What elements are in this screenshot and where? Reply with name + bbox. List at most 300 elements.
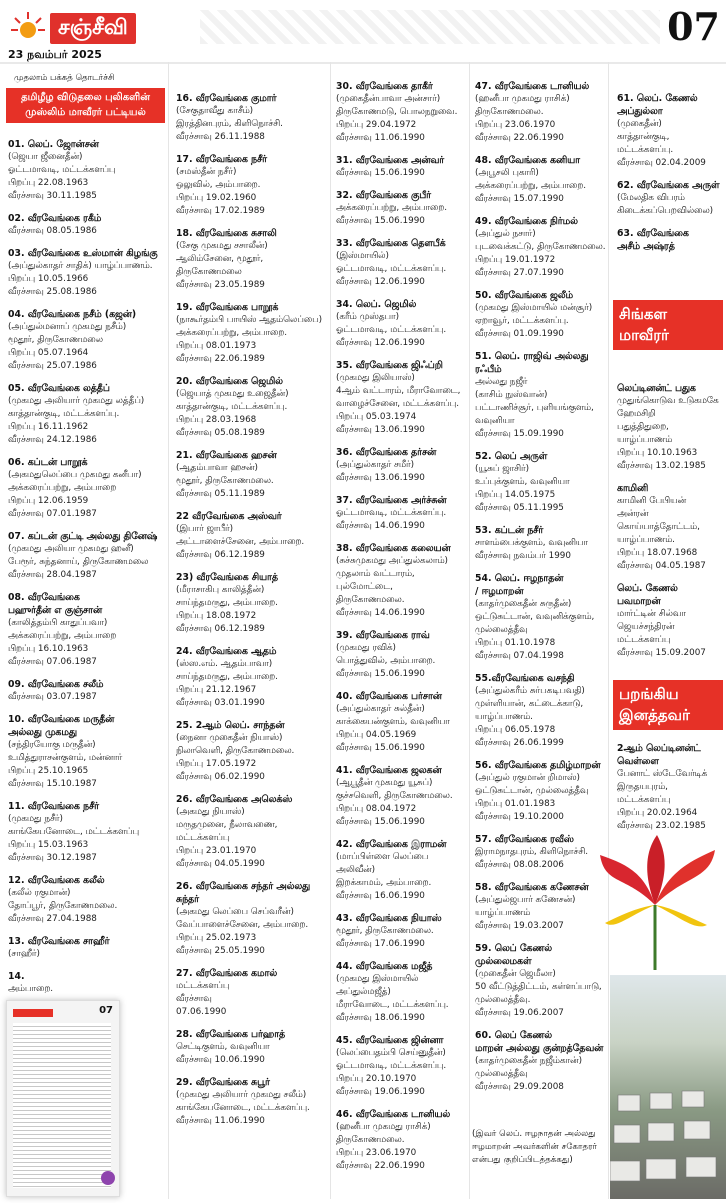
hero-detail: (அப்துல் நசார்) xyxy=(475,229,536,239)
flame-lily-illustration xyxy=(585,835,725,975)
hero-detail: ஒலுவில், அம்பாறை. xyxy=(176,180,261,190)
column-2 xyxy=(176,92,328,1137)
hero-detail: காங்கேயனோடை, மட்டக்களப்பு xyxy=(8,827,139,837)
hero-detail: (முகைதீன்) xyxy=(617,119,662,129)
hero-name: 14. xyxy=(8,971,25,982)
hero-detail: (அபூசலி புகாரி) xyxy=(475,168,539,178)
sinhala-heroes-banner xyxy=(613,300,723,350)
hero-entry xyxy=(176,645,328,710)
hero-detail: வீரச்சாவு 23.02.1985 xyxy=(617,821,706,831)
hero-detail: (அகமது நியாஸ்) xyxy=(176,807,245,817)
hero-detail: வீரச்சாவு 15.06.1990 xyxy=(336,216,425,226)
hero-name: 58. வீரவேங்கை கணேசன் xyxy=(475,882,589,893)
hero-detail: முல்லைத்தீவு xyxy=(475,625,528,635)
hero-detail: வீரச்சாவு 19.03.2007 xyxy=(475,921,564,931)
hero-detail: வீரச்சாவு 06.12.1989 xyxy=(176,550,265,560)
hero-detail: வீரச்சாவு 02.04.2009 xyxy=(617,158,706,168)
hero-detail: வீரச்சாவு 05.08.1989 xyxy=(176,428,265,438)
hero-detail: (ஸ்ஸ.எம். ஆதம்பாவா) xyxy=(176,659,273,669)
hero-name: 56. வீரவேங்கை தமிழ்மாறன் xyxy=(475,760,601,771)
hero-name: 29. வீரவேங்கை சுபூர் xyxy=(176,1077,270,1088)
hero-detail: வீரச்சாவு xyxy=(176,994,212,1004)
hero-detail: (மாப்பிள்ளை லெப்பை அலிவீன்) xyxy=(336,852,429,875)
hero-entry xyxy=(475,350,607,441)
hero-detail: (காதர்முகைதீன் சுருதீன்) xyxy=(475,599,572,609)
hero-detail: (கலீல் ரகுமான்) xyxy=(8,888,71,898)
hero-detail: வீரச்சாவு 14.06.1990 xyxy=(336,608,425,618)
hero-entry xyxy=(8,935,166,961)
hero-detail: வீரச்சாவு 25.08.1986 xyxy=(8,287,97,297)
hero-detail: (லெப்பைதம்பி செய்னுதீன்) xyxy=(336,1048,446,1058)
hero-detail: 50 வீட்டுத்திட்டம், கள்ளப்பாடு, xyxy=(475,982,602,992)
hero-detail: பிறப்பு 28.03.1968 xyxy=(176,415,257,425)
hero-entry xyxy=(176,793,328,871)
hero-name: 57. வீரவேங்கை ரவீஸ் xyxy=(475,834,574,845)
hero-name: 51. லெப். ராஜிவ் அல்லது ரஃபீம் xyxy=(475,351,589,375)
hero-detail: கிடைக்கப்பெறவில்லை) xyxy=(617,206,714,216)
hero-detail: (முகமது இலியாஸ்) xyxy=(336,373,415,383)
hero-entry xyxy=(336,446,468,485)
hero-name: 36. வீரவேங்கை தர்சன் xyxy=(336,447,437,458)
hero-detail: (காலித்தம்பி காதுப்பவா) xyxy=(8,618,108,628)
hero-detail: சாய்ந்தமருது, அம்பாறை. xyxy=(176,672,278,682)
hero-name: 22 வீரவேங்கை அஸ்வர் xyxy=(176,511,282,522)
hero-detail: இறக்காமம், அம்பாறை. xyxy=(336,878,432,888)
sinhala-banner-line-1: சிங்கள xyxy=(619,305,668,323)
hero-name: 44. வீரவேங்கை மஜீத் xyxy=(336,961,433,972)
hero-name: 08. வீரவேங்கை xyxy=(8,592,80,603)
hero-detail: வீரச்சாவு 07.01.1987 xyxy=(8,509,97,519)
hero-detail: வீரச்சாவு 22.06.1990 xyxy=(475,133,564,143)
hero-detail: வீரச்சாவு 22.06.1989 xyxy=(176,354,265,364)
thumbnail-page-number: 07 xyxy=(99,1005,113,1016)
hero-detail: பேரூர், சுந்தனாய், திருகோணமலை xyxy=(8,557,149,567)
hero-detail: பிறப்பு 20.02.1964 xyxy=(617,808,698,818)
hero-detail: முல்லைத்தீவு. xyxy=(475,995,531,1005)
hero-detail: பிறப்பு 14.05.1975 xyxy=(475,490,556,500)
hero-name: 30. வீரவேங்கை தாகீர் xyxy=(336,81,433,92)
hero-detail: பிறப்பு 10.05.1966 xyxy=(8,274,89,284)
hero-detail: திருகோணமலை. xyxy=(475,107,544,117)
burgher-list xyxy=(617,742,723,842)
hero-detail: வாழைச்சேனை, மட்டக்களப்பு. xyxy=(336,399,460,409)
hero-entry xyxy=(8,308,166,373)
hero-detail: முல்லைத்தீவு xyxy=(475,1069,528,1079)
hero-entry xyxy=(8,800,166,865)
hero-detail: வீரச்சாவு 11.06.1990 xyxy=(336,133,425,143)
hero-name: 40. வீரவேங்கை பர்சான் xyxy=(336,691,442,702)
hero-detail: (முகமது அலியார் முகமது லத்தீப்) xyxy=(8,396,145,406)
hero-name: 04. வீரவேங்கை நசீம் (கஜன்) xyxy=(8,309,137,320)
hero-entry xyxy=(336,298,468,350)
hero-entry xyxy=(176,92,328,144)
hero-detail: வீரச்சாவு 04.05.1987 xyxy=(617,561,706,571)
hero-detail: (இபார் ஜாபீர்) xyxy=(176,524,234,534)
hero-detail: (அப்துல்கரீம் சுர்பகடிபவதி) xyxy=(475,686,585,696)
thumbnail-text-lines xyxy=(13,1023,111,1188)
hero-detail: திருகோணமலை. xyxy=(336,595,405,605)
hero-detail: பிறப்பு 19.02.1960 xyxy=(176,193,257,203)
hero-detail: ஒட்டுசுட்டான், முல்லைத்தீவு xyxy=(475,786,589,796)
hero-detail: (ஹனீபா முகமது ராசிக்) xyxy=(336,1122,431,1132)
hero-detail: ஒட்டுசுட்டான், வவுனிக்குளம், xyxy=(475,612,595,622)
hero-detail: வீரச்சாவு 11.06.1990 xyxy=(176,1116,265,1126)
hero-detail: வீரச்சாவு 03.01.1990 xyxy=(176,698,265,708)
hero-entry xyxy=(336,154,468,180)
hero-detail: (முகமது நசீர்) xyxy=(8,814,63,824)
hero-detail: (முகமது அலியார் முகமது சலீம்) xyxy=(176,1090,307,1100)
hero-detail: வீரச்சாவு 15.10.1987 xyxy=(8,779,97,789)
hero-detail: (அப்துல்காதர் சமீர்) xyxy=(336,460,415,470)
hero-detail: சாளம்பைக்குளம், வவுனியா xyxy=(475,538,588,548)
hero-detail: மூதூர், திருகோணமலை. xyxy=(336,926,434,936)
hero-detail: வீரச்சாவு 25.07.1986 xyxy=(8,361,97,371)
hero-detail: வீரச்சாவு 15.06.1990 xyxy=(336,743,425,753)
hero-detail: நிலாவெளி, திருகோணமலை. xyxy=(176,746,295,756)
hero-name: 42. வீரவேங்கை இராமன் xyxy=(336,839,447,850)
hero-detail: பிறப்பு 21.12.1967 xyxy=(176,685,257,695)
newspaper-logo xyxy=(8,6,183,50)
hero-detail: அம்பாறை. xyxy=(8,984,54,994)
hero-detail: பிறப்பு 18.08.1972 xyxy=(176,611,257,621)
hero-detail: பட்டாணிச்சூர், புளியங்குளம், xyxy=(475,403,594,413)
hero-name-cont: அசீம் அஷ்ரத் xyxy=(617,241,675,252)
hero-entry xyxy=(475,289,607,341)
hero-entry xyxy=(336,189,468,228)
hero-entry xyxy=(475,759,607,824)
hero-detail: வீரச்சாவு 05.11.1989 xyxy=(176,489,265,499)
hero-detail: (ஜெயா ஜீனைதீன்) xyxy=(8,152,83,162)
hero-entry xyxy=(8,247,166,299)
column-1 xyxy=(8,138,166,1027)
hero-entry xyxy=(617,92,723,170)
hero-detail: வீரச்சாவு 06.12.1989 xyxy=(176,624,265,634)
hero-detail: வீரச்சாவு 26.06.1999 xyxy=(475,738,564,748)
hero-entry xyxy=(176,375,328,440)
hero-entry xyxy=(176,1076,328,1128)
hero-detail: ஓட்டமாவடி, மட்டக்களப்பு xyxy=(8,165,116,175)
hero-entry xyxy=(617,582,723,660)
hero-entry xyxy=(8,382,166,447)
logo-text: சஞ்சீவி xyxy=(50,13,136,44)
hero-detail: இராமநாதபுரம், கிளிநொச்சி. xyxy=(475,847,589,857)
column-3 xyxy=(336,80,468,1182)
hero-name: 46. வீரவேங்கை டானியல் xyxy=(336,1109,451,1120)
hero-detail: காத்தான்குடி, மட்டக்களப்பு. xyxy=(8,409,120,419)
column-5 xyxy=(617,92,723,262)
hero-entry xyxy=(176,510,328,562)
hero-detail: பிறப்பு 23.01.1970 xyxy=(176,846,257,856)
hero-detail: (சந்திரயோகு மருதீன்) xyxy=(8,740,96,750)
hero-detail: வீரச்சாவு 03.07.1987 xyxy=(8,692,97,702)
hero-detail: (சுச்சுமுகமது அப்துல்கலாம்) xyxy=(336,556,448,566)
hero-entry xyxy=(617,227,723,253)
hero-name: 28. வீரவேங்கை பர்ஹாத் xyxy=(176,1029,286,1040)
hero-name: 35. வீரவேங்கை ஜிஃப்றி xyxy=(336,360,443,371)
hero-entry xyxy=(176,153,328,218)
hero-name: 13. வீரவேங்கை சாஹீர் xyxy=(8,936,110,947)
hero-name: 54. லெப். ஈழநாதன் xyxy=(475,573,564,584)
hero-detail: பிறப்பு 01.01.1983 xyxy=(475,799,556,809)
hero-name: 03. வீரவேங்கை உஸ்மான் கிழங்கு xyxy=(8,248,158,259)
hero-detail: காமினி பேபியன் xyxy=(617,496,687,506)
column-divider xyxy=(330,62,331,1199)
hero-detail: (சேகுதாவீது காசீம்) xyxy=(176,106,254,116)
hero-detail: (ஜெயாத் முகமது உஜைதீன்) xyxy=(176,389,289,399)
hero-name: 12. வீரவேங்கை கலீல் xyxy=(8,875,105,886)
hero-detail: பிறப்பு 25.02.1973 xyxy=(176,933,257,943)
hero-detail: வீரச்சாவு 16.06.1990 xyxy=(336,891,425,901)
hero-entry xyxy=(176,449,328,501)
hero-detail: திருகோணமலை xyxy=(176,267,242,277)
hero-detail: வீரச்சாவு 07.06.1987 xyxy=(8,657,97,667)
hero-detail: (சாஹீர்) xyxy=(8,949,40,959)
hero-detail: அக்கரைப்பற்று, அம்பாறை xyxy=(8,483,117,493)
sun-icon xyxy=(8,8,48,48)
hero-detail: அக்கரைப்பற்று, அம்பாறை. xyxy=(475,181,587,191)
hero-detail: காத்தான்குடி, மட்டக்களப்பு. xyxy=(617,132,674,155)
hero-name: 55.வீரவேங்கை வசந்தி xyxy=(475,673,575,684)
hero-detail: பிறப்பு 15.03.1963 xyxy=(8,840,89,850)
hero-detail: (அப்துல்ஜபார் கணேசன்) xyxy=(475,895,576,905)
hero-detail: அல்லது நஜீர் xyxy=(475,377,528,387)
hero-detail: வீரச்சாவு 06.02.1990 xyxy=(176,772,265,782)
hero-detail: யாழ்ப்பாணம். xyxy=(617,535,675,545)
hero-detail: (காசிம் நுஸ்வான்) xyxy=(475,390,548,400)
hero-detail: (முகமது அலியா முகமது ஹனீ) xyxy=(8,544,134,554)
hero-detail: அட்டாளைச்சேனை, அம்பாறை. xyxy=(176,537,305,547)
hero-detail: அக்கரைப்பற்று, அம்பாறை. xyxy=(176,328,288,338)
hero-detail: வீரச்சாவு 15.06.1990 xyxy=(336,817,425,827)
hero-name: 23) வீரவேங்கை சியாத் xyxy=(176,572,278,583)
page-header xyxy=(0,0,726,64)
hero-name: 17. வீரவேங்கை நசீர் xyxy=(176,154,267,165)
burgher-banner-line-2: இனத்தவர் xyxy=(619,706,690,724)
hero-detail: வீரச்சாவு 04.05.1990 xyxy=(176,859,265,869)
hero-detail: பிறப்பு 04.05.1969 xyxy=(336,730,417,740)
hero-detail: ஹேமசிறி xyxy=(617,409,656,419)
hero-detail: (அப்துல்காதர் சுல்தீன்) xyxy=(336,704,425,714)
hero-entry xyxy=(176,301,328,366)
hero-detail: (சமஸ்தீன் நசீர்) xyxy=(176,167,237,177)
hero-detail: (அப்துல் ரகுமான் றிமாஸ்) xyxy=(475,773,580,783)
hero-detail: கொய்யாத்தோட்டம், xyxy=(617,522,700,532)
hero-entry xyxy=(8,713,166,791)
hero-name: 47. வீரவேங்கை டானியல் xyxy=(475,81,590,92)
hero-detail: வீரச்சாவு 13.06.1990 xyxy=(336,425,425,435)
hero-name-cont: / ஈழமாறன் xyxy=(475,586,524,597)
hero-name: 2ஆம் லெப்டினன்ட் xyxy=(617,743,701,754)
hero-entry xyxy=(475,672,607,750)
hero-detail: (சேகு முகமது சசாலீன்) xyxy=(176,241,268,251)
hero-name: 16. வீரவேங்கை குமார் xyxy=(176,93,277,104)
hero-entry xyxy=(336,359,468,437)
hero-detail: இருதயபுரம், மட்டக்களப்பு xyxy=(617,782,671,805)
hero-name-cont: அல்லது முகமது xyxy=(8,727,77,738)
hero-detail: வீரச்சாவு 25.05.1990 xyxy=(176,946,265,956)
hero-detail: (முகமது இஸ்மாயில் மன்சூர்) xyxy=(475,303,593,313)
hero-entry xyxy=(475,450,607,515)
hero-detail: பிறப்பு 16.11.1962 xyxy=(8,422,89,432)
hero-detail: செட்டிகுளம், வவுனியா xyxy=(176,1042,270,1052)
hero-name: 25. 2ஆம் லெப். சாந்தன் xyxy=(176,720,285,731)
hero-detail: பேனாட் ஸ்டேவேர்டிக் xyxy=(617,769,708,779)
hero-detail: ஓட்டமாவடி, மட்டக்களப்பு. xyxy=(336,264,447,274)
page-thumbnail[interactable] xyxy=(6,1000,120,1197)
hero-detail: பிறப்பு 19.01.1972 xyxy=(475,255,556,265)
hero-entry xyxy=(8,970,166,996)
hero-detail: மட்டக்களப்பு xyxy=(176,981,230,991)
hero-name: 60. லெப் கேணல் xyxy=(475,1030,552,1041)
hero-entry xyxy=(8,874,166,926)
hero-entry xyxy=(336,1034,468,1099)
hero-detail: அக்கரைப்பற்று, அம்பாறை. xyxy=(336,203,448,213)
list-title-banner xyxy=(6,88,165,123)
banner-line-2: முஸ்லிம் மாவீரர் பட்டியல் xyxy=(25,107,146,118)
hero-detail: வீரச்சாவு 15.06.1990 xyxy=(336,669,425,679)
hero-name: 05. வீரவேங்கை லத்தீப் xyxy=(8,383,110,394)
hero-entry xyxy=(475,80,607,145)
hero-detail: வீரச்சாவு நவம்பர் 1990 xyxy=(475,551,571,561)
thumbnail-logo xyxy=(13,1009,53,1017)
hero-detail: வீரச்சாவு 26.11.1988 xyxy=(176,132,265,142)
hero-detail: திருகோணமலை. xyxy=(336,1135,405,1145)
hero-entry xyxy=(336,237,468,289)
hero-detail: (மேலதிக விபரம் xyxy=(617,193,685,203)
hero-detail: 07.06.1990 xyxy=(176,1007,227,1017)
hero-detail: வீரச்சாவு 07.04.1998 xyxy=(475,651,564,661)
hero-name: 43. வீரவேங்கை நியாஸ் xyxy=(336,913,442,924)
hero-detail: (நாகூர்தம்பி பாயிஸ் ஆதம்லெப்பை) xyxy=(176,315,323,325)
column-divider xyxy=(469,62,470,1199)
hero-detail: மட்டக்களப்பு xyxy=(617,635,671,645)
hero-name: 59. லெப் கேணல் முல்லைமகள் xyxy=(475,943,552,967)
hero-name: 49. வீரவேங்கை நிர்மல் xyxy=(475,216,578,227)
hero-entry xyxy=(336,960,468,1025)
hero-name: லெப். கேணல் xyxy=(617,583,678,594)
burgher-banner-line-1: பறங்கிய xyxy=(619,685,679,703)
hero-detail: (முகமது ரவிக்) xyxy=(336,643,396,653)
hero-entry xyxy=(176,719,328,784)
hero-name: 31. வீரவேங்கை அன்வர் xyxy=(336,155,445,166)
sinhala-list xyxy=(617,382,723,669)
hero-detail: பிறப்பு 29.04.1972 xyxy=(336,120,417,130)
hero-detail: வீரச்சாவு 15.07.1990 xyxy=(475,194,564,204)
hero-detail: உமித்துராசன்குளம், மன்னார் xyxy=(8,753,123,763)
hero-detail: மருதமுனை, நீலாவணை, மட்டக்களப்பு xyxy=(176,820,278,843)
hero-detail: வீரச்சாவு 28.04.1987 xyxy=(8,570,97,580)
hero-detail: (முகமது இஸ்மாயில் அப்துல்மஜீத்) xyxy=(336,974,419,997)
hero-detail: பிறப்பு 01.10.1978 xyxy=(475,638,556,648)
hero-entry xyxy=(8,678,166,704)
hero-name-cont: பவமாறன் xyxy=(617,596,661,607)
hero-detail: வீரச்சாவு 01.09.1990 xyxy=(475,329,564,339)
hero-detail: (அகமது லெப்பை செப்வரீன்) xyxy=(176,907,294,917)
hero-detail: (கரீம் முஸ்தபா) xyxy=(336,312,399,322)
hero-name: 53. கப்டன் நசீர் xyxy=(475,525,544,536)
hero-entry xyxy=(336,542,468,620)
hero-entry xyxy=(475,154,607,206)
hero-entry xyxy=(617,482,723,573)
hero-name: 37. வீரவேங்கை அர்ச்சுன் xyxy=(336,495,447,506)
hero-name: 39. வீரவேங்கை ராவ் xyxy=(336,630,430,641)
hero-detail: குச்சவெளி, திருகோணமலை. xyxy=(336,791,453,801)
hero-detail: வவுனியா xyxy=(475,416,515,426)
hero-name: 52. லெப் அருள் xyxy=(475,451,548,462)
continued-label: முதலாம் பக்கத் தொடர்ச்சி xyxy=(14,73,115,83)
hero-name-cont: அப்துல்லா xyxy=(617,106,663,117)
hero-detail: வீரச்சாவு 17.06.1990 xyxy=(336,939,425,949)
hero-entry xyxy=(336,629,468,681)
hero-detail: காக்கையன்குளம், வவுனியா xyxy=(336,717,450,727)
hero-detail: பிறப்பு 22.08.1963 xyxy=(8,178,89,188)
hero-name: 24. வீரவேங்கை ஆதம் xyxy=(176,646,277,657)
hero-entry xyxy=(8,591,166,669)
hero-entry xyxy=(336,838,468,903)
hero-name: 50. வீரவேங்கை ஜலீம் xyxy=(475,290,573,301)
hero-detail: மார்ட்டின் சில்வா xyxy=(617,609,686,619)
hero-name: 26. வீரவேங்கை சந்தர் அல்லது சுந்தர் xyxy=(176,881,311,905)
hero-name: 61. லெப். கேணல் xyxy=(617,93,698,104)
hero-detail: (ஆபூதீன் முகமது யூசுப்) xyxy=(336,778,433,788)
hero-detail: இரத்தினபுரம், கிளிநொச்சி. xyxy=(176,119,283,129)
hero-detail: பிறப்பு 06.05.1978 xyxy=(475,725,556,735)
hero-name-cont: பஹுர்தீன் எ குஞ்சான் xyxy=(8,605,103,616)
hero-detail: அக்கரைப்பற்று, அம்பாறை xyxy=(8,631,117,641)
hero-name: 34. லெப். ஜெமில் xyxy=(336,299,417,310)
hero-entry xyxy=(8,212,166,238)
hero-detail: வீரச்சாவு 15.09.2007 xyxy=(617,648,706,658)
hero-name: 32. வீரவேங்கை குபீர் xyxy=(336,190,432,201)
hero-name: 19. வீரவேங்கை பாறூக் xyxy=(176,302,279,313)
hero-detail: (முகைதீன் ஜெமீலா) xyxy=(475,969,556,979)
hero-name: 20. வீரவேங்கை ஜெமில் xyxy=(176,376,283,387)
header-decor xyxy=(200,10,660,44)
hero-detail: தோப்பூர், திருகோணமலை. xyxy=(8,901,118,911)
hero-entry xyxy=(336,1108,468,1173)
hero-detail: மூதூர், திருகோணமலை xyxy=(8,335,103,345)
hero-detail: ஆலிம்சேனை, மூதூர், xyxy=(176,254,264,264)
hero-name: 62. வீரவேங்கை அருள் xyxy=(617,180,720,191)
hero-detail: பிறப்பு 10.10.1963 xyxy=(617,448,698,458)
hero-entry xyxy=(475,524,607,563)
hero-detail: வீரச்சாவு 13.06.1990 xyxy=(336,473,425,483)
hero-name: 09. வீரவேங்கை சலீம் xyxy=(8,679,104,690)
hero-entry xyxy=(336,690,468,755)
hero-detail: ஓட்டமாவடி, மட்டக்களப்பு. xyxy=(336,1061,447,1071)
hero-entry xyxy=(176,1028,328,1067)
hero-detail: (மீராசாகிபு காலித்தீன்) xyxy=(176,585,265,595)
hero-entry xyxy=(176,880,328,958)
hero-detail: (காதர்முகைதீன் நஜீம்கான்) xyxy=(475,1056,583,1066)
hero-entry xyxy=(176,571,328,636)
hero-name: லெப்டினன்ட் பதுக xyxy=(617,383,696,394)
hero-entry xyxy=(176,967,328,1019)
hero-detail: (நைனா முகைதீன் நியாஸ்) xyxy=(176,733,283,743)
hero-entry xyxy=(336,912,468,951)
hero-detail: பிறப்பு 08.01.1973 xyxy=(176,341,257,351)
hero-detail: பொத்துவில், அம்பாறை. xyxy=(336,656,436,666)
column-divider xyxy=(168,62,169,1199)
hero-entry xyxy=(475,572,607,663)
hero-detail: முதலாம் வட்டாரம், புல்மோட்டை, xyxy=(336,569,415,592)
hero-detail: திருகோணமடு, பொலநறுவை. xyxy=(336,107,458,117)
hero-name-cont: வெள்ளை xyxy=(617,756,659,767)
hero-detail: வீரச்சாவு 27.04.1988 xyxy=(8,914,97,924)
hero-detail: (அகமதுலெப்பை முகமது கனீபா) xyxy=(8,470,142,480)
hero-name: 11. வீரவேங்கை நசீர் xyxy=(8,801,99,812)
cemetery-photo xyxy=(610,975,726,1199)
